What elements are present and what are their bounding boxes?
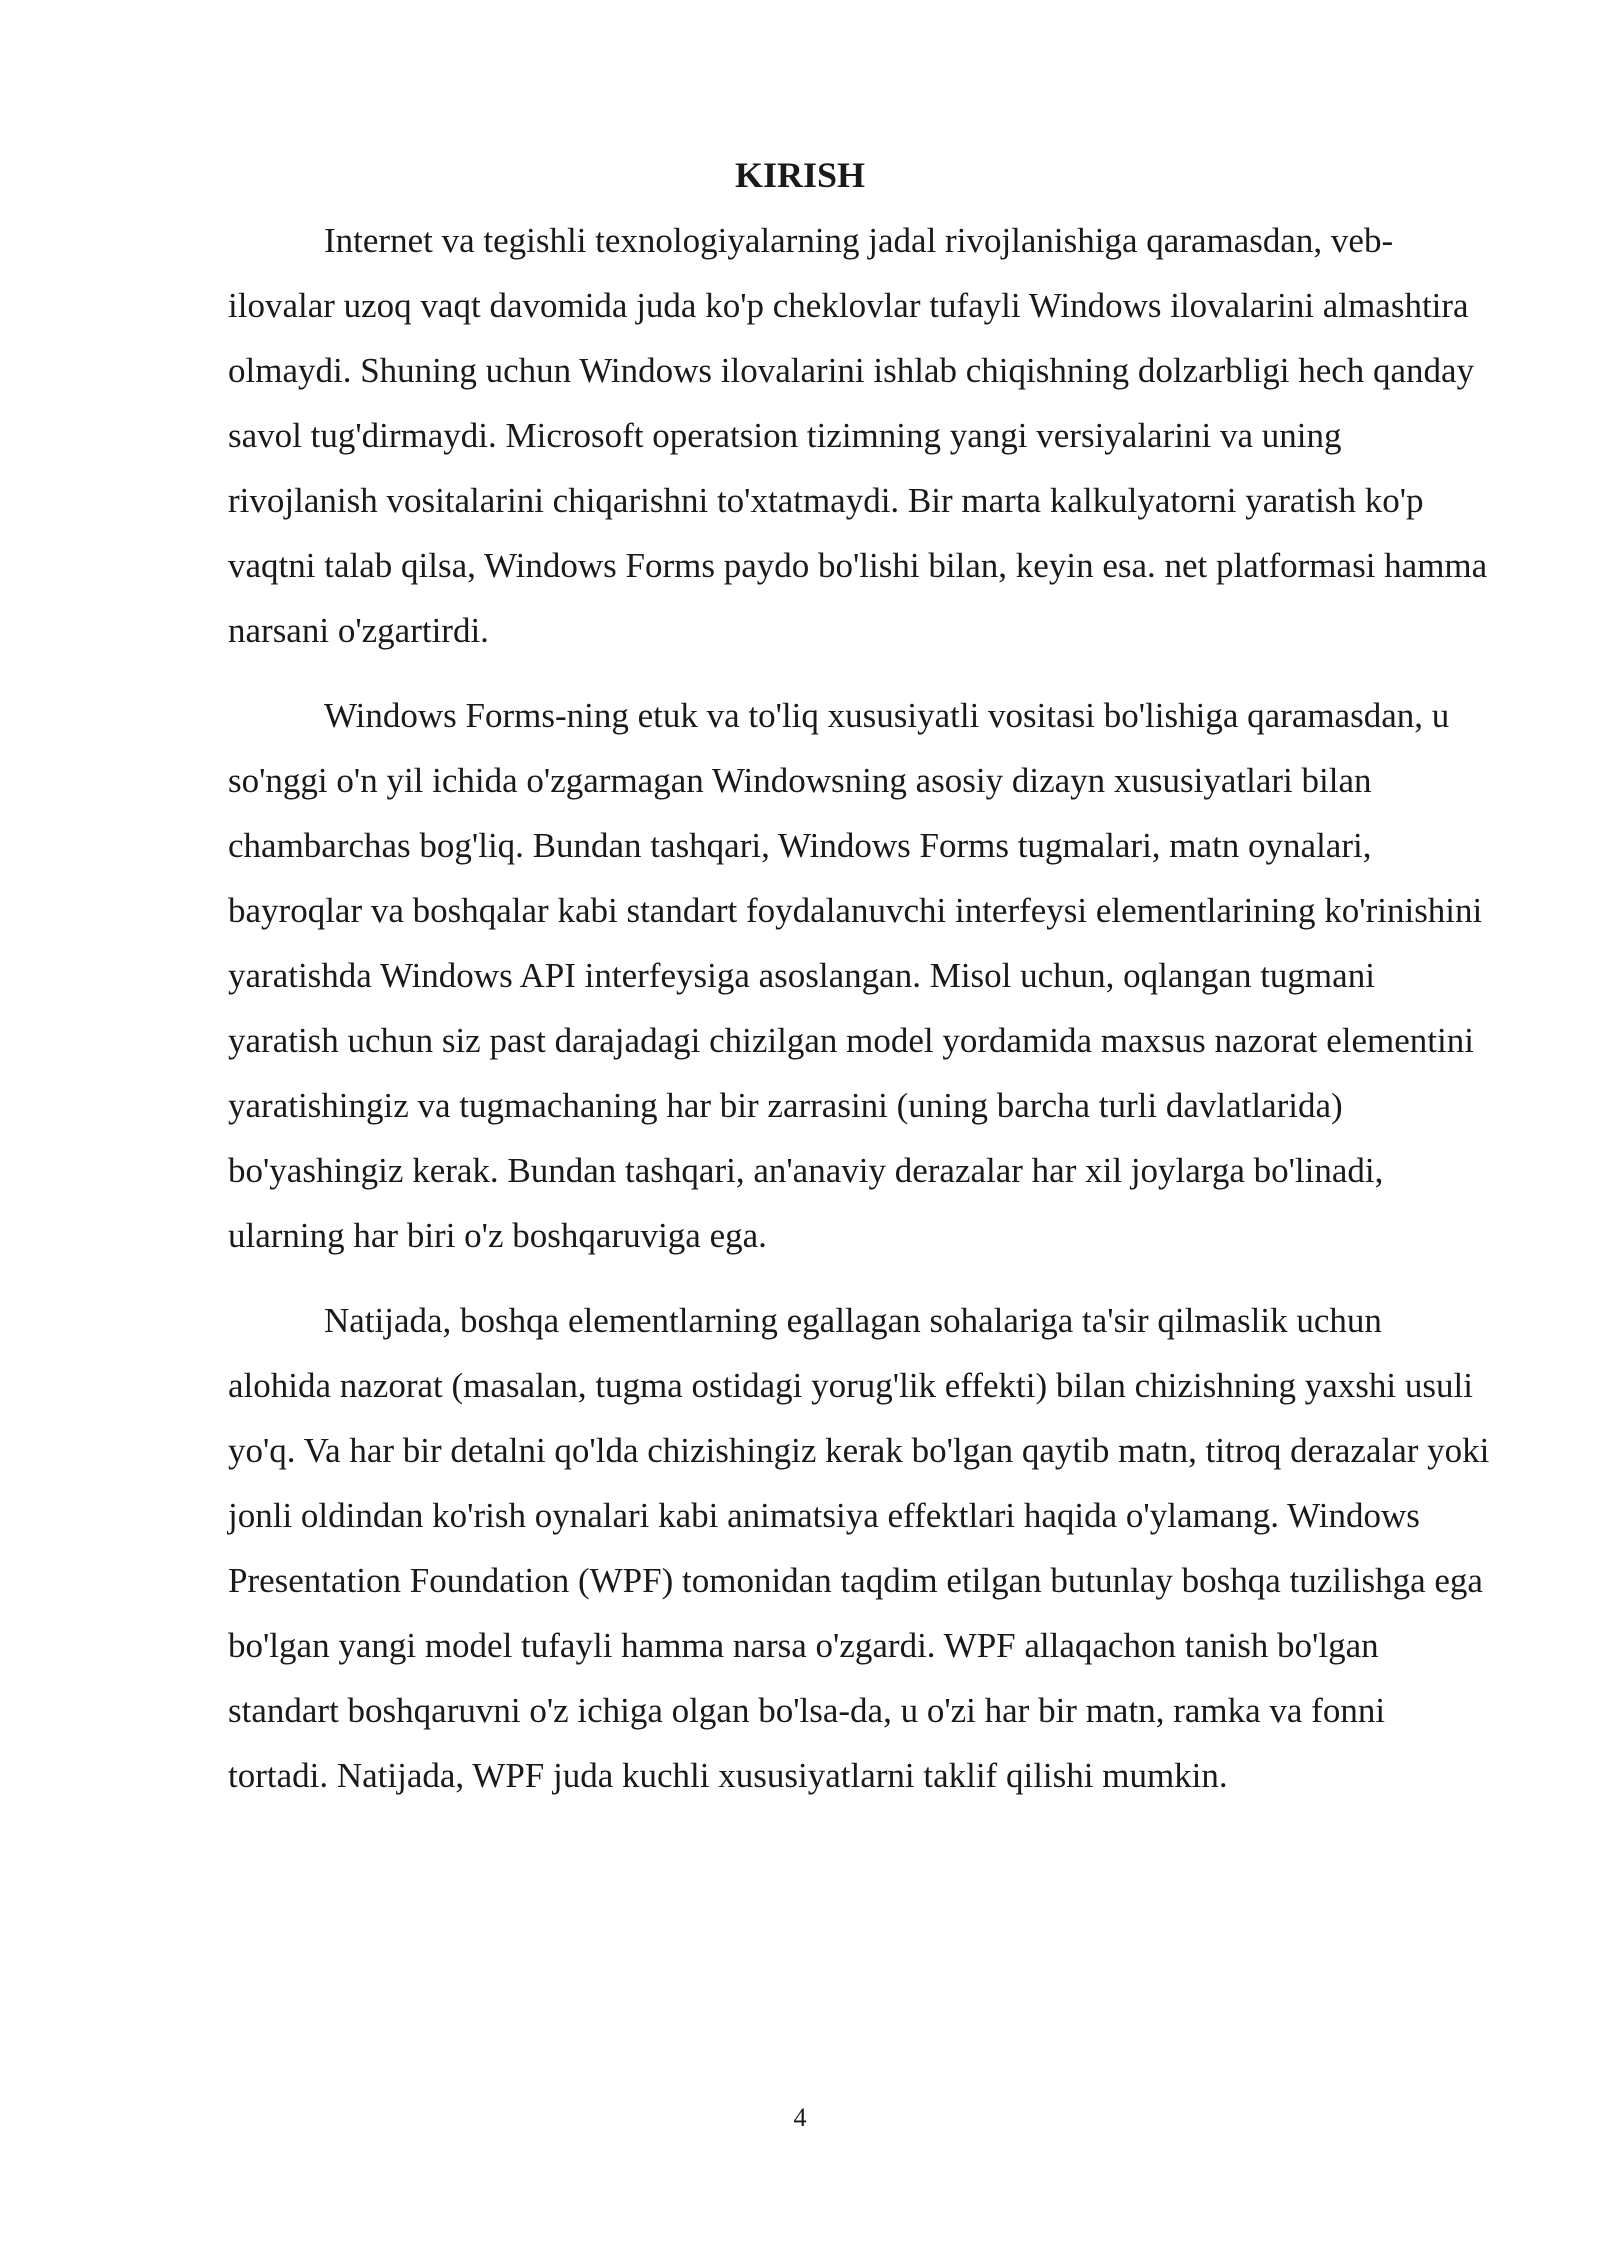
- page-title: KIRISH: [734, 155, 866, 195]
- page-number: 4: [793, 2103, 807, 2132]
- paragraph-1: Internet va tegishli texnologiyalarning jadal rivojlanishiga qaramasdan, veb-ilovalar uzoq vaqt davomida juda ko'p cheklovlar tufayli Windows ilovalarini almashtira olmaydi. Shuning uchun Windows ilovalarini ishlab chiqishning dolzarbligi hech qanday savol tug'dirmaydi. Microsoft operatsion tizimning yangi versiyalarini va uning rivojlanish vositalarini chiqarishni to'xtatmaydi. Bir marta kalkulyatorni yaratish ko'p vaqtni talab qilsa, Windows Forms paydo bo'lishi bilan, keyin esa. net platformasi hamma narsani o'zgartirdi.: [228, 221, 1488, 650]
- body-text: [228, 208, 1492, 1828]
- paragraph-3: Natijada, boshqa elementlarning egallagan sohalariga ta'sir qilmaslik uchun alohida nazorat (masalan, tugma ostidagi yorug'lik effekti) bilan chizishning yaxshi usuli yo'q. Va har bir detalni qo'lda chizishingiz kerak bo'lgan qaytib matn, titroq derazalar yoki jonli oldindan ko'rish oynalari kabi animatsiya effektlari haqida o'ylamang. Windows Presentation Foundation (WPF) tomonidan taqdim etilgan butunlay boshqa tuzilishga ega bo'lgan yangi model tufayli hamma narsa o'zgardi. WPF allaqachon tanish bo'lgan standart boshqaruvni o'z ichiga olgan bo'lsa-da, u o'zi har bir matn, ramka va fonni tortadi. Natijada, WPF juda kuchli xususiyatlarni taklif qilishi mumkin.: [228, 1301, 1490, 1795]
- paragraph-2: Windows Forms-ning etuk va to'liq xususiyatli vositasi bo'lishiga qaramasdan, u so'nggi o'n yil ichida o'zgarmagan Windowsning asosiy dizayn xususiyatlari bilan chambarchas bog'liq. Bundan tashqari, Windows Forms tugmalari, matn oynalari, bayroqlar va boshqalar kabi standart foydalanuvchi interfeysi elementlarining ko'rinishini yaratishda Windows API interfeysiga asoslangan. Misol uchun, oqlangan tugmani yaratish uchun siz past darajadagi chizilgan model yordamida maxsus nazorat elementini yaratishingiz va tugmachaning har bir zarrasini (uning barcha turli davlatlarida) bo'yashingiz kerak. Bundan tashqari, an'anaviy derazalar har xil joylarga bo'linadi, ularning har biri o'z boshqaruviga ega.: [228, 696, 1483, 1255]
